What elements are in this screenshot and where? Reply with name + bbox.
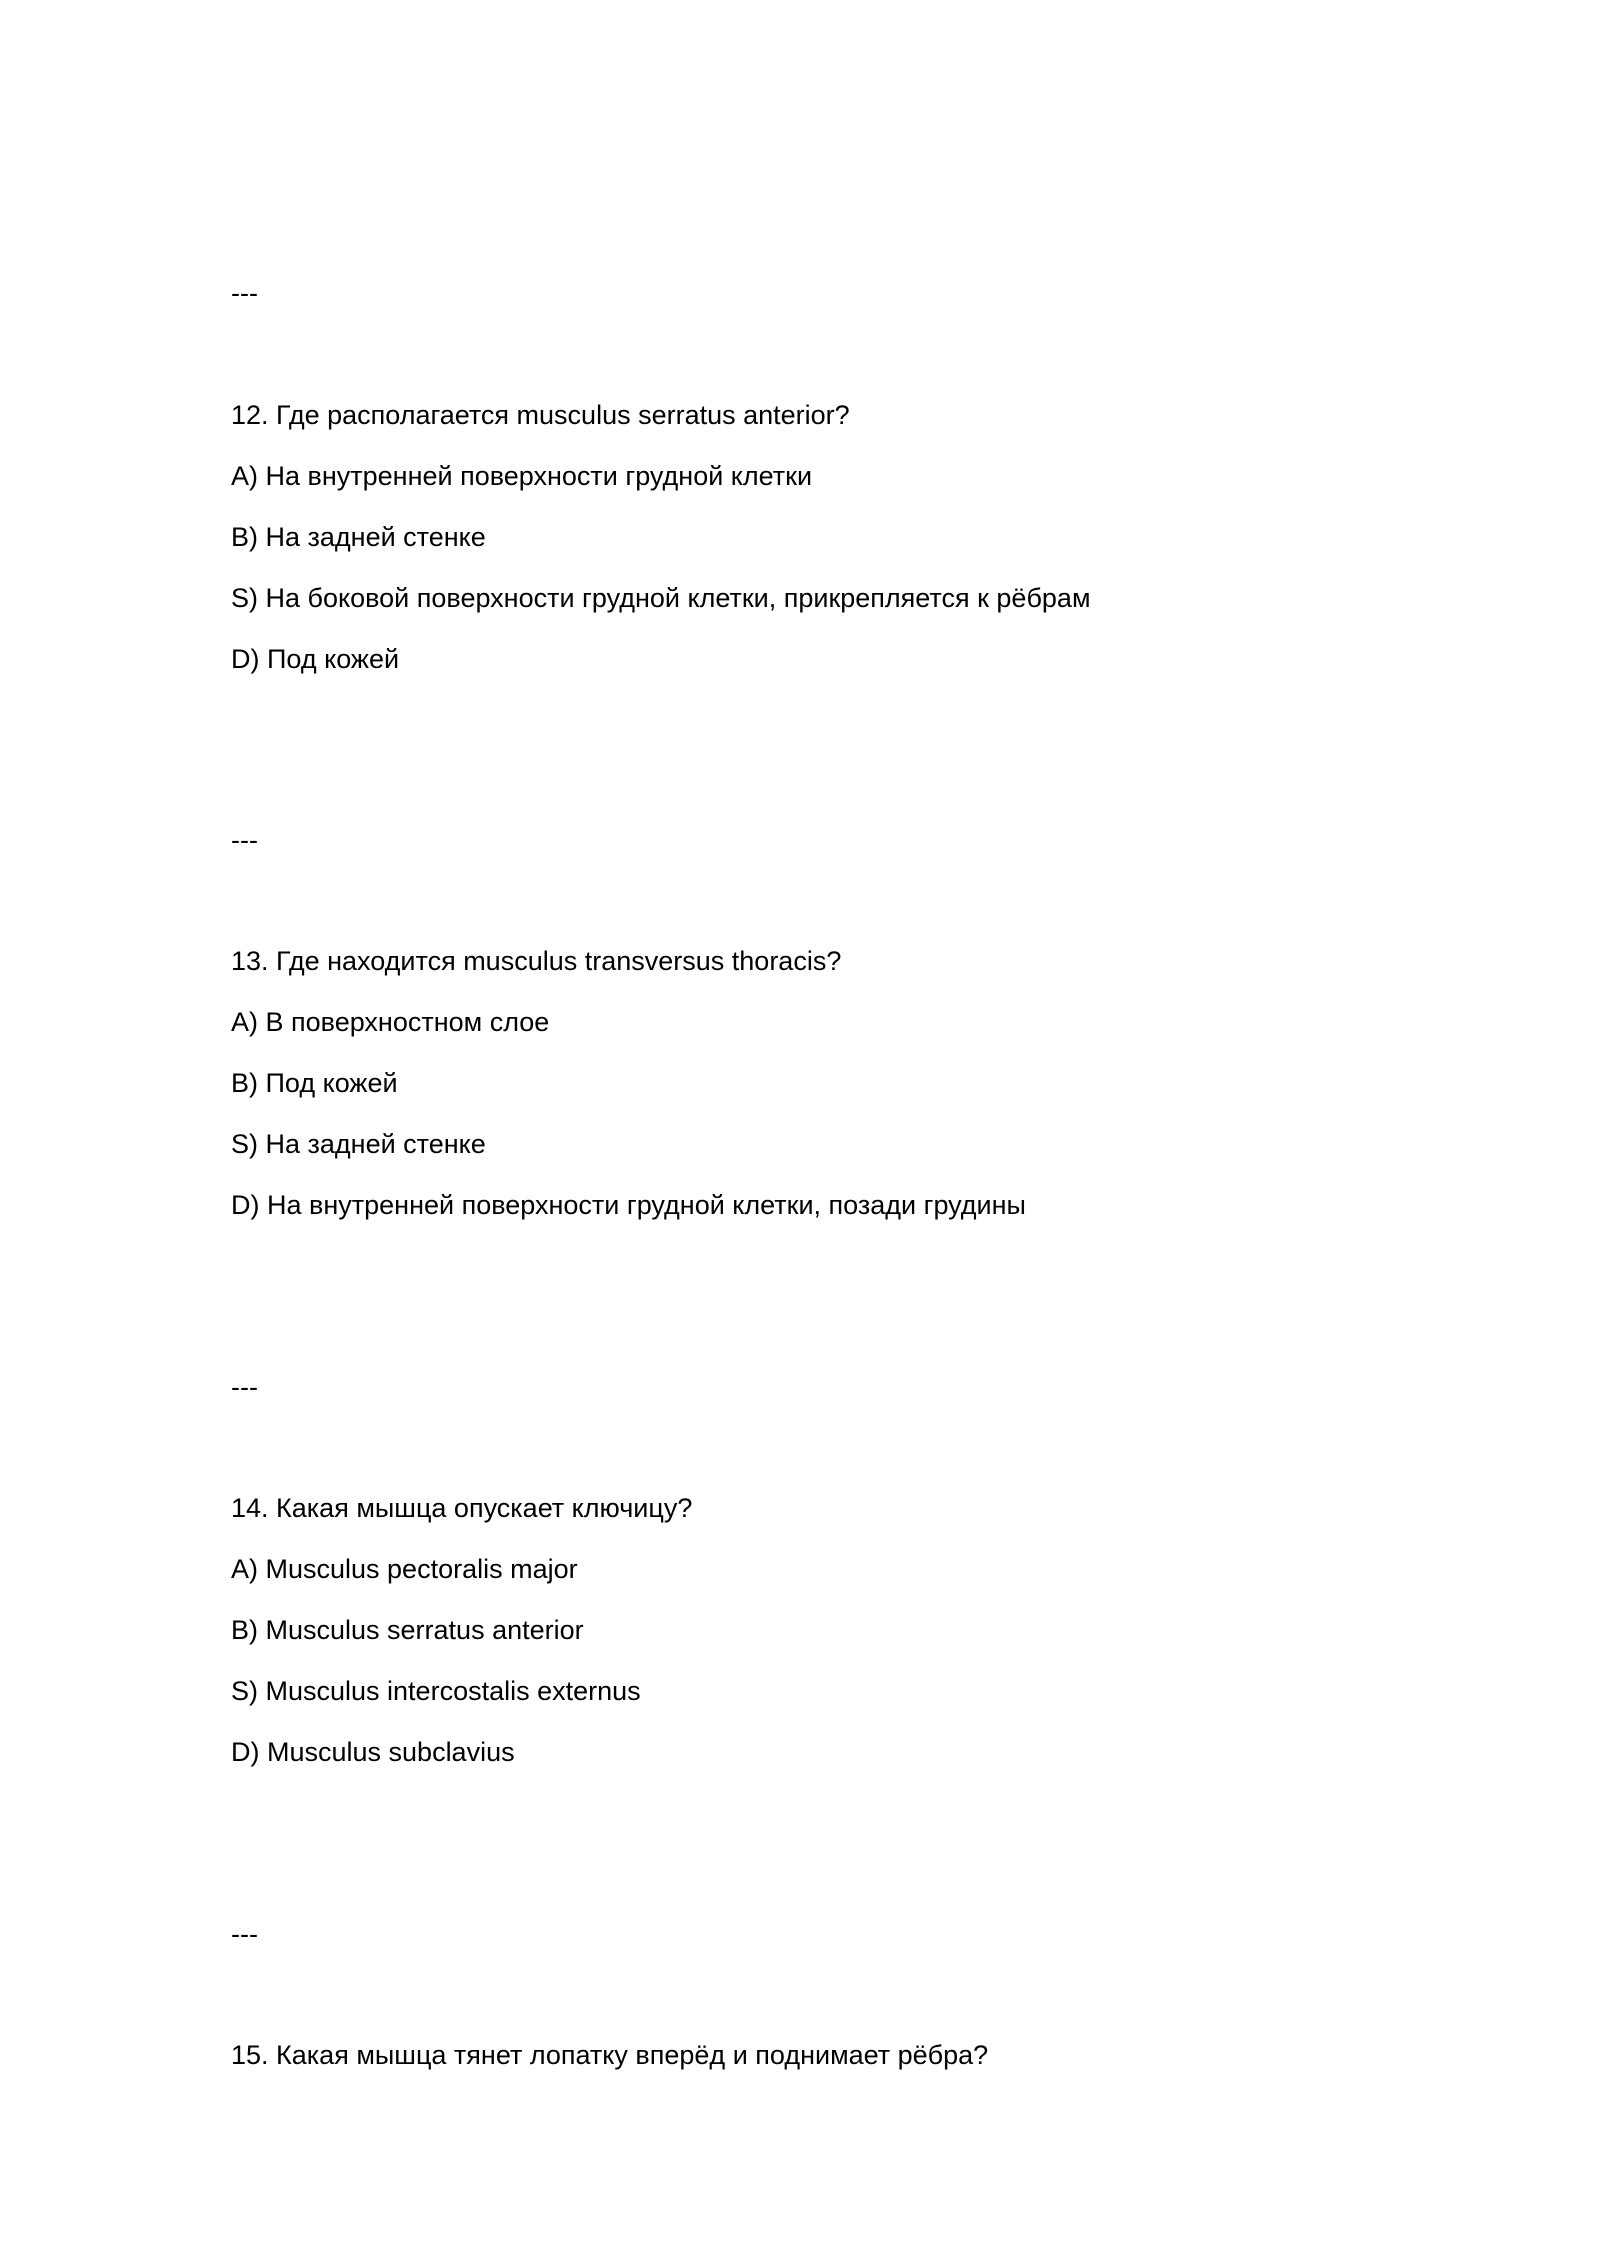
option-b: B) Musculus serratus anterior [231,1615,584,1645]
question-text: 14. Какая мышца опускает ключицу? [231,1493,693,1523]
question-text: 15. Какая мышца тянет лопатку вперёд и поднимает рёбра? [231,2040,989,2070]
option-s: S) На задней стенке [231,1129,486,1159]
separator: --- [231,278,258,308]
question-text: 13. Где находится musculus transversus thoracis? [231,946,842,976]
option-s: S) Musculus intercostalis externus [231,1676,641,1706]
question-15 [231,2038,1431,2099]
separator: --- [231,825,258,855]
separator: --- [231,1919,258,1949]
question-14 [231,1491,1431,1796]
option-b: B) На задней стенке [231,522,486,552]
option-s: S) На боковой поверхности грудной клетки, прикрепляется к рёбрам [231,583,1091,613]
question-13 [231,944,1431,1249]
option-b: B) Под кожей [231,1068,398,1098]
option-d: D) Musculus subclavius [231,1737,515,1767]
separator: --- [231,1372,258,1402]
option-a: A) В поверхностном слое [231,1007,550,1037]
question-12 [231,398,1431,703]
option-d: D) На внутренней поверхности грудной клетки, позади грудины [231,1190,1026,1220]
option-d: D) Под кожей [231,644,400,674]
option-a: A) Musculus pectoralis major [231,1554,578,1584]
option-a: A) На внутренней поверхности грудной клетки [231,461,813,491]
question-text: 12. Где располагается musculus serratus anterior? [231,400,850,430]
